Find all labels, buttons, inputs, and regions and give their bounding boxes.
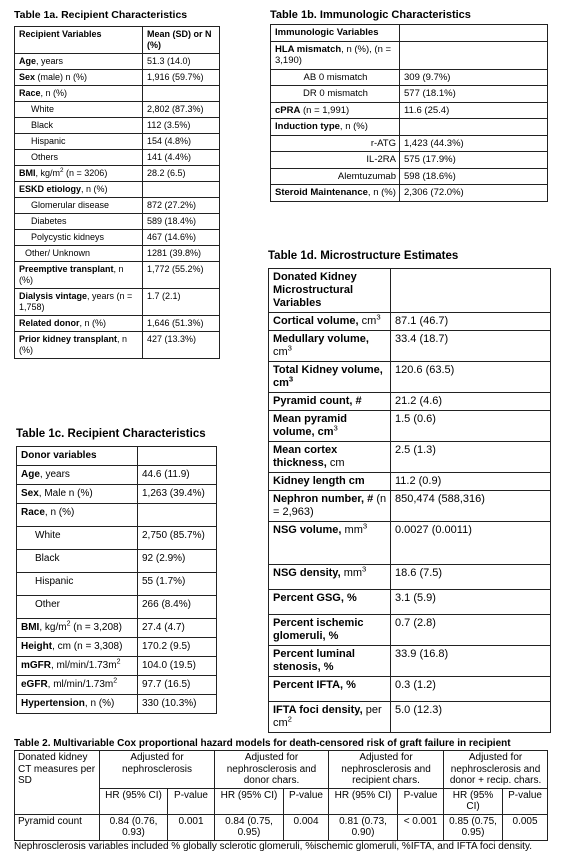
row-value: 1281 (39.8%) (143, 246, 220, 262)
variable-unit: cm (329, 457, 345, 469)
column-header: Immunologic Variables (271, 25, 400, 42)
row-value: 577 (18.1%) (400, 86, 548, 103)
row-value: 2,750 (85.7%) (138, 527, 217, 550)
variable-unit: , n (%) (79, 318, 107, 328)
p-value: < 0.001 (398, 814, 444, 840)
row-label (269, 411, 391, 442)
table-row (15, 118, 220, 134)
row-label (15, 166, 143, 182)
table-1b (270, 24, 548, 202)
row-label: Pyramid count (15, 814, 100, 840)
table-row (15, 246, 220, 262)
column-header: Donated kidney CT measures per SD (15, 751, 100, 815)
row-value: 1,772 (55.2%) (143, 262, 220, 289)
row-value: 5.0 (12.3) (391, 702, 551, 733)
table-1b-title: Table 1b. Immunologic Characteristics (270, 9, 471, 21)
column-header (391, 269, 551, 313)
table-row (269, 473, 551, 491)
row-value: 0.3 (1.2) (391, 677, 551, 702)
table-1c-title: Table 1c. Recipient Characteristics (16, 428, 206, 440)
row-value: 170.2 (9.5) (138, 638, 217, 657)
row-label (15, 182, 143, 198)
variable-unit: cm (361, 315, 377, 327)
variable-unit: , n (%) (339, 121, 368, 132)
variable-name: Race (21, 507, 45, 518)
table-1a-title: Table 1a. Recipient Characteristics (14, 9, 188, 21)
table-row (17, 619, 217, 638)
row-label (269, 522, 391, 565)
variable-unit: (n = 2,963) (273, 493, 387, 518)
p-value: 0.005 (503, 814, 548, 840)
table-row (17, 695, 217, 714)
row-value: 154 (4.8%) (143, 134, 220, 150)
row-label: Percent luminal stenosis, % (269, 646, 391, 677)
row-label: Other/ Unknown (15, 246, 143, 262)
variable-unit: , n (%) (81, 184, 108, 194)
table-row (269, 491, 551, 522)
variable-unit: , ml/min/1.73m (51, 660, 117, 671)
row-value: 1,423 (44.3%) (400, 135, 548, 152)
variable-name: Sex (21, 488, 39, 499)
row-value: 427 (13.3%) (143, 332, 220, 359)
table-row (15, 70, 220, 86)
row-value (143, 182, 220, 198)
row-value: 18.6 (7.5) (391, 565, 551, 590)
row-value: 11.6 (25.4) (400, 102, 548, 119)
hazard-ratio: 0.84 (0.76, 0.93) (100, 814, 168, 840)
unit-exponent: 3 (362, 521, 368, 531)
column-header: Recipient Variables (15, 27, 143, 54)
table-header-row (15, 751, 548, 789)
variable-unit: (male) n (%) (35, 72, 88, 82)
row-label (17, 466, 138, 485)
unit-exponent: 2 (116, 658, 121, 666)
row-label (269, 331, 391, 362)
variable-unit: , years (n = 1,758) (19, 291, 133, 312)
variable-name: Hypertension (21, 698, 85, 709)
row-label: Pyramid count, # (269, 393, 391, 411)
row-value: 11.2 (0.9) (391, 473, 551, 491)
row-label (17, 638, 138, 657)
table-2 (14, 750, 548, 841)
row-label: Black (17, 550, 138, 573)
row-label (269, 313, 391, 331)
row-label (271, 102, 400, 119)
table-header-row (15, 27, 220, 54)
row-value: 97.7 (16.5) (138, 676, 217, 695)
row-value: 33.9 (16.8) (391, 646, 551, 677)
row-label (15, 316, 143, 332)
row-value: 589 (18.4%) (143, 214, 220, 230)
row-value: 330 (10.3%) (138, 695, 217, 714)
row-value: 266 (8.4%) (138, 596, 217, 619)
variable-name: NSG volume, (273, 524, 342, 536)
row-label: AB 0 mismatch (271, 69, 400, 86)
row-label: Others (15, 150, 143, 166)
variable-name: ESKD etiology (19, 184, 82, 194)
variable-unit: , n (%) (367, 187, 396, 198)
row-value: 1.5 (0.6) (391, 411, 551, 442)
table-row (15, 182, 220, 198)
table-row (269, 615, 551, 646)
table-row (271, 69, 548, 86)
row-label: Percent GSG, % (269, 590, 391, 615)
variable-name: Race (19, 88, 41, 98)
row-label: Polycystic kidneys (15, 230, 143, 246)
row-label (17, 676, 138, 695)
row-label (269, 491, 391, 522)
row-label (17, 485, 138, 504)
row-value: 309 (9.7%) (400, 69, 548, 86)
variable-name: mGFR (21, 660, 51, 671)
column-header: HR (95% CI) (100, 788, 168, 814)
column-group-header: Adjusted for nephrosclerosis (100, 751, 215, 789)
row-value: 3.1 (5.9) (391, 590, 551, 615)
variable-name: HLA mismatch (275, 43, 342, 55)
row-label: Diabetes (15, 214, 143, 230)
table-row (17, 573, 217, 596)
variable-unit: mm (340, 567, 363, 579)
row-label (269, 702, 391, 733)
table-row (15, 54, 220, 70)
table-row (271, 102, 548, 119)
variable-name: Nephron number, # (273, 493, 374, 505)
table-1d-title: Table 1d. Microstructure Estimates (268, 250, 459, 262)
variable-name: Steroid Maintenance (275, 187, 368, 198)
variable-unit: , n (%), (n = 3,190) (275, 43, 392, 66)
row-value (400, 41, 548, 69)
row-label: Percent IFTA, % (269, 677, 391, 702)
variable-name: cPRA (275, 104, 301, 116)
row-label: Alemtuzumab (271, 168, 400, 185)
table-2-title: Table 2. Multivariable Cox proportional hazard models for death-censored risk of graft failure in recipient (14, 738, 511, 749)
column-header: P-value (503, 788, 548, 814)
variable-unit: (n = 1,991) (300, 104, 350, 116)
variable-name: Mean pyramid volume, (273, 413, 347, 438)
row-label: Black (15, 118, 143, 134)
table-row (17, 676, 217, 695)
table-row (15, 289, 220, 316)
unit-exponent: 3 (288, 374, 294, 384)
row-label: White (17, 527, 138, 550)
table-row (15, 230, 220, 246)
table-row (15, 214, 220, 230)
variable-unit: mm (341, 524, 363, 536)
column-group-header: Adjusted for nephrosclerosis and recipient chars. (329, 751, 444, 789)
row-value: 21.2 (4.6) (391, 393, 551, 411)
p-value: 0.001 (168, 814, 215, 840)
table-row (269, 313, 551, 331)
table-row (17, 550, 217, 573)
table-row (269, 362, 551, 393)
unit-exponent: 2 (287, 714, 292, 724)
variable-name: Induction type (275, 121, 340, 132)
row-value: 141 (4.4%) (143, 150, 220, 166)
table-row (271, 168, 548, 185)
variable-unit: , n (%) (84, 698, 115, 709)
table-row (17, 504, 217, 527)
table-row (15, 316, 220, 332)
table-row (17, 596, 217, 619)
variable-unit: , kg/m (39, 622, 67, 633)
row-label (17, 695, 138, 714)
row-label (15, 86, 143, 102)
table-1d (268, 268, 551, 733)
unit-exponent: 2 (60, 167, 64, 174)
row-value: 598 (18.6%) (400, 168, 548, 185)
row-label (15, 289, 143, 316)
unit-exponent: 3 (333, 423, 338, 433)
row-label: Other (17, 596, 138, 619)
row-value: 1,646 (51.3%) (143, 316, 220, 332)
variable-name: NSG density, (273, 567, 341, 579)
row-value: 92 (2.9%) (138, 550, 217, 573)
unit-exponent: 2 (113, 677, 118, 685)
variable-unit: , years (36, 56, 64, 66)
table-2-footnote: Nephrosclerosis variables included % globally sclerotic glomeruli, %ischemic glomeruli, %IFTA, and IFTA foci density. (14, 841, 532, 852)
table-header-row (269, 269, 551, 313)
variable-name: Medullary volume, (273, 333, 369, 345)
row-value: 104.0 (19.5) (138, 657, 217, 676)
column-header: P-value (398, 788, 444, 814)
row-label (271, 185, 400, 202)
row-label (17, 619, 138, 638)
column-header: HR (95% CI) (215, 788, 284, 814)
hazard-ratio: 0.84 (0.75, 0.95) (215, 814, 284, 840)
column-header (138, 447, 217, 466)
variable-name: eGFR (21, 679, 48, 690)
table-row (15, 102, 220, 118)
variable-name: Cortical volume, (273, 315, 359, 327)
variable-unit: , cm (n = 3,308) (52, 641, 123, 652)
row-label (15, 262, 143, 289)
table-row (15, 198, 220, 214)
column-header: P-value (168, 788, 215, 814)
row-value: 27.4 (4.7) (138, 619, 217, 638)
variable-name: BMI (21, 622, 40, 633)
row-label (271, 41, 400, 69)
row-label (271, 119, 400, 136)
row-label: Hispanic (15, 134, 143, 150)
variable-unit: , ml/min/1.73m (47, 679, 114, 690)
column-header: HR (95% CI) (444, 788, 503, 814)
variable-unit: , n (%) (19, 334, 128, 355)
column-group-header: Adjusted for nephrosclerosis and donor chars. (215, 751, 329, 789)
column-header (400, 25, 548, 42)
row-value: 112 (3.5%) (143, 118, 220, 134)
row-value: 51.3 (14.0) (143, 54, 220, 70)
row-label (269, 442, 391, 473)
p-value: 0.004 (284, 814, 329, 840)
row-label: Hispanic (17, 573, 138, 596)
row-value: 2.5 (1.3) (391, 442, 551, 473)
table-row (269, 393, 551, 411)
table-row (15, 166, 220, 182)
table-row (15, 150, 220, 166)
table-row (15, 86, 220, 102)
table-row (271, 185, 548, 202)
table-header-row (17, 447, 217, 466)
table-row (17, 657, 217, 676)
row-value: 575 (17.9%) (400, 152, 548, 169)
table-1c (16, 446, 217, 714)
variable-unit: , Male n (%) (38, 488, 93, 499)
table-row (269, 411, 551, 442)
unit-exponent: 3 (376, 312, 381, 322)
row-label: Percent ischemic glomeruli, % (269, 615, 391, 646)
column-header: Donor variables (17, 447, 138, 466)
table-row (271, 119, 548, 136)
row-value: 44.6 (11.9) (138, 466, 217, 485)
variable-name: Related donor (19, 318, 80, 328)
variable-unit: (n = 3206) (63, 168, 108, 178)
variable-unit: , n (%) (40, 88, 68, 98)
variable-unit: , n (%) (44, 507, 75, 518)
row-value: 28.2 (6.5) (143, 166, 220, 182)
table-header-row (271, 25, 548, 42)
row-label: White (15, 102, 143, 118)
table-row (269, 522, 551, 565)
hazard-ratio: 0.81 (0.73, 0.90) (329, 814, 398, 840)
row-label: Kidney length cm (269, 473, 391, 491)
variable-name: IFTA foci density, (273, 704, 363, 716)
row-value (138, 504, 217, 527)
row-value: 872 (27.2%) (143, 198, 220, 214)
variable-name: Mean cortex thickness, (273, 444, 338, 469)
variable-name: Height (21, 641, 53, 652)
hazard-ratio: 0.85 (0.75, 0.95) (444, 814, 503, 840)
table-row (271, 135, 548, 152)
row-value: 850,474 (588,316) (391, 491, 551, 522)
variable-unit: (n = 3,208) (70, 622, 122, 633)
table-row (17, 485, 217, 504)
table-row (269, 590, 551, 615)
row-label (17, 657, 138, 676)
table-row (269, 677, 551, 702)
table-row (15, 332, 220, 359)
table-row (269, 442, 551, 473)
variable-name: Dialysis vintage (19, 291, 88, 301)
row-value: 1.7 (2.1) (143, 289, 220, 316)
variable-name: Preemptive transplant (19, 264, 114, 274)
row-value: 2,802 (87.3%) (143, 102, 220, 118)
variable-unit: , n (%) (19, 264, 124, 285)
table-row (15, 814, 548, 840)
variable-unit: , years (39, 469, 70, 480)
table-row (17, 466, 217, 485)
table-row (17, 527, 217, 550)
row-value: 55 (1.7%) (138, 573, 217, 596)
row-value: 467 (14.6%) (143, 230, 220, 246)
variable-name: Total Kidney volume, cm (273, 364, 383, 389)
table-row (269, 565, 551, 590)
row-label (15, 54, 143, 70)
table-row (269, 331, 551, 362)
row-label: Glomerular disease (15, 198, 143, 214)
variable-name: Prior kidney transplant (19, 334, 118, 344)
table-row (271, 86, 548, 103)
variable-name: Age (19, 56, 37, 66)
row-value (143, 86, 220, 102)
row-value: 1,263 (39.4%) (138, 485, 217, 504)
row-label (15, 332, 143, 359)
variable-name: Sex (19, 72, 36, 82)
unit-exponent: 3 (287, 343, 292, 353)
variable-unit: cm (273, 346, 288, 358)
row-label (15, 70, 143, 86)
table-row (269, 702, 551, 733)
row-value: 33.4 (18.7) (391, 331, 551, 362)
column-group-header: Adjusted for nephrosclerosis and donor + recip. chars. (444, 751, 548, 789)
row-value: 120.6 (63.5) (391, 362, 551, 393)
row-label (269, 362, 391, 393)
column-header: HR (95% CI) (329, 788, 398, 814)
column-header: Donated Kidney Microstructural Variables (269, 269, 391, 313)
column-header: P-value (284, 788, 329, 814)
row-label: r-ATG (271, 135, 400, 152)
row-value: 0.7 (2.8) (391, 615, 551, 646)
row-label: IL-2RA (271, 152, 400, 169)
table-row (15, 262, 220, 289)
table-row (17, 638, 217, 657)
variable-name: BMI (19, 168, 36, 178)
variable-name: Age (21, 469, 40, 480)
row-label: DR 0 mismatch (271, 86, 400, 103)
variable-unit: cm (317, 426, 334, 438)
table-row (271, 41, 548, 69)
table-row (271, 152, 548, 169)
row-value: 1,916 (59.7%) (143, 70, 220, 86)
column-header: Mean (SD) or N (%) (143, 27, 220, 54)
row-value: 2,306 (72.0%) (400, 185, 548, 202)
row-value: 87.1 (46.7) (391, 313, 551, 331)
unit-exponent: 2 (66, 620, 71, 628)
variable-unit: per cm (273, 704, 382, 729)
table-1a (14, 26, 220, 359)
row-label (269, 565, 391, 590)
row-label (17, 504, 138, 527)
table-row (15, 134, 220, 150)
unit-exponent: 3 (362, 564, 367, 574)
row-value (400, 119, 548, 136)
variable-unit: , kg/m (35, 168, 61, 178)
table-row (269, 646, 551, 677)
row-value: 0.0027 (0.0011) (391, 522, 551, 565)
